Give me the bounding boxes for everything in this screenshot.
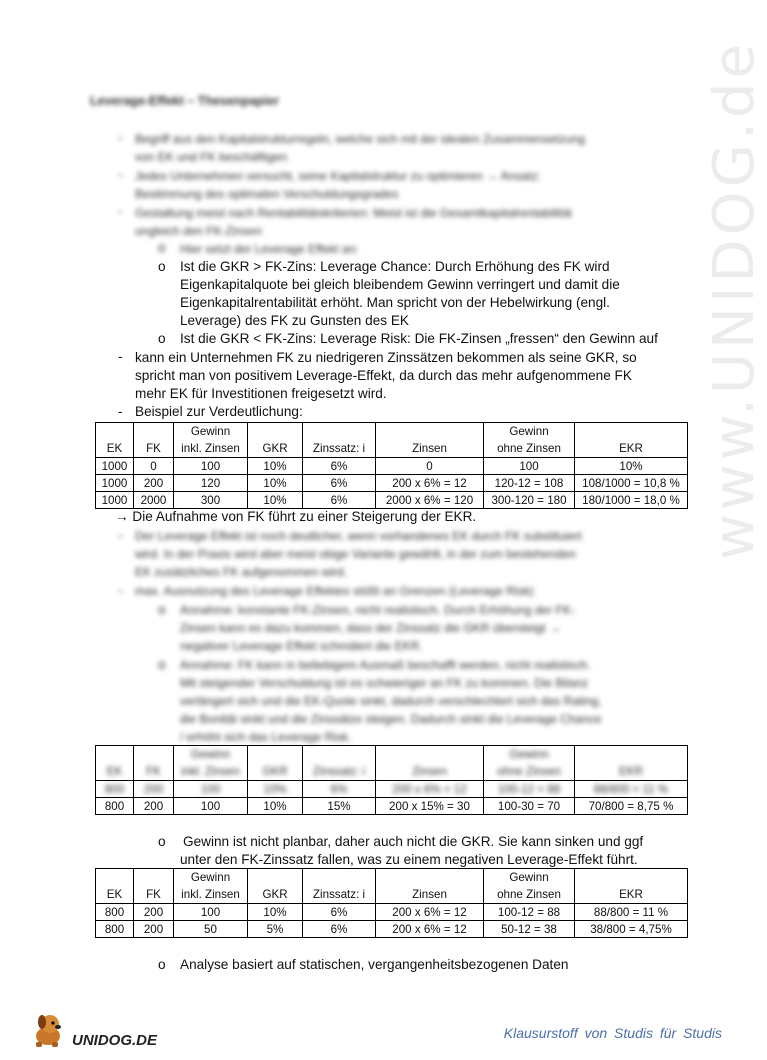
header-cell: EKR [575, 746, 688, 781]
table-cell: 0 [376, 458, 484, 475]
blurred-text-line: Gestaltung meist nach Rentabilitätskriterien: Meist ist die Gesamtkapitalrentabilität [135, 206, 572, 220]
header-cell: Zinsen [376, 869, 484, 904]
blurred-text-line: verlängert sich und die EK-Quote sinkt, dadurch verschlechtert sich das Rating, [180, 694, 602, 708]
blurred-text-line: Zinsen kann es dazu kommen, dass der Zinssatz die GKR übersteigt → [180, 621, 561, 635]
header-cell: EKR [575, 869, 688, 904]
table-row [96, 475, 688, 492]
table-cell: 800 [96, 921, 134, 938]
text-line: unter den FK-Zinssatz fallen, was zu einem negativen Leverage-Effekt führt. [180, 852, 638, 867]
dash-bullet: - [118, 349, 123, 364]
table-cell: 10% [248, 781, 303, 798]
circle-bullet: o [158, 240, 166, 255]
table-cell: 200 [134, 904, 174, 921]
blurred-text-line: Mit steigender Verschuldung ist es schwieriger an FK zu kommen. Die Bilanz [180, 676, 589, 690]
blurred-text-line: Annahme: konstante FK-Zinsen, nicht realistisch. Durch Erhöhung der FK- [180, 603, 575, 617]
table-cell: 10% [248, 475, 303, 492]
logo-text: UNIDOG.DE [72, 1032, 158, 1049]
table-cell: 10% [248, 492, 303, 509]
text-line: Leverage) des FK zu Gunsten des EK [180, 313, 409, 328]
header-cell: EKR [575, 423, 688, 458]
header-cell: Gewinn inkl. Zinsen [174, 869, 248, 904]
table-cell: 108/1000 = 10,8 % [575, 475, 688, 492]
blurred-header-row [96, 746, 688, 781]
table-cell: 200 x 6% = 12 [376, 921, 484, 938]
table-cell: 800 [96, 904, 134, 921]
dog-mascot-icon [28, 1010, 72, 1050]
text-line: Beispiel zur Verdeutlichung: [135, 404, 303, 419]
table-row [96, 781, 688, 798]
header-cell: FK [134, 423, 174, 458]
table-cell: 1000 [96, 458, 134, 475]
table-row [96, 798, 688, 815]
header-cell: FK [134, 746, 174, 781]
dash-bullet: - [118, 204, 123, 219]
circle-bullet: o [158, 957, 166, 972]
table-cell: 200 [134, 921, 174, 938]
blurred-text-line: Annahme: FK kann in beliebigem Ausmaß beschafft werden, nicht realistisch. [180, 658, 591, 672]
table-cell: 2000 x 6% = 120 [376, 492, 484, 509]
table-cell: 100-30 = 70 [484, 798, 575, 815]
table-cell: 300-120 = 180 [484, 492, 575, 509]
blurred-text-line: / erhöht sich das Leverage Risk. [180, 730, 352, 744]
text-line: kann ein Unternehmen FK zu niedrigeren Zinssätzen bekommen als seine GKR, so [135, 350, 637, 365]
table-cell: 2000 [134, 492, 174, 509]
header-cell: GKR [248, 869, 303, 904]
header-cell: Gewinn inkl. Zinsen [174, 746, 248, 781]
text-line: Ist die GKR < FK-Zins: Leverage Risk: Die FK-Zinsen „fressen“ den Gewinn auf [180, 331, 658, 346]
dash-bullet: - [118, 404, 123, 419]
table-cell: 100 [484, 458, 575, 475]
header-cell: Zinssatz: i [303, 869, 376, 904]
header-cell: EK [96, 746, 134, 781]
table-cell: 15% [303, 798, 376, 815]
example-table-1 [95, 422, 688, 509]
table-cell: 50-12 = 38 [484, 921, 575, 938]
header-cell: Gewinn ohne Zinsen [484, 746, 575, 781]
table-cell: 6% [303, 475, 376, 492]
blurred-text-line: Begriff aus den Kapitalstrukturregeln, welche sich mit der idealen Zusammensetzung [135, 132, 586, 146]
table-cell: 6% [303, 781, 376, 798]
blurred-text-line: Jedes Unternehmen versucht, seine Kapitalstruktur zu optimieren → Ansatz: [135, 169, 541, 183]
blurred-text-line: wird. In der Praxis wird aber meist obige Variante gewählt, in der zum bestehenden [135, 547, 576, 561]
blurred-text-line: negativer Leverage Effekt schmälert die EKR. [180, 639, 423, 653]
text-line: Eigenkapitalrentabilität erhöht. Man spricht von der Hebelwirkung (engl. [180, 295, 610, 310]
dash-bullet: - [118, 167, 123, 182]
table-cell: 800 [96, 798, 134, 815]
table-cell: 10% [248, 798, 303, 815]
header-cell: Zinssatz: i [303, 423, 376, 458]
table-cell: 10% [248, 904, 303, 921]
blurred-text-line: ungleich den FK-Zinsen [135, 224, 262, 238]
circle-bullet: o [158, 259, 166, 274]
table-cell: 200 [134, 798, 174, 815]
blurred-text-line: Bestimmung des optimalen Verschuldungsgrades [135, 187, 399, 201]
table-cell: 10% [575, 458, 688, 475]
document-heading: Leverage-Effekt – Thesenpapier [90, 94, 279, 108]
dash-bullet: - [118, 528, 123, 543]
table-row [96, 921, 688, 938]
conclusion-line: → Die Aufnahme von FK führt zu einer Steigerung der EKR. [115, 509, 477, 524]
circle-bullet: o [158, 834, 166, 849]
text-line: Eigenkapitalquote bei gleich bleibendem Gewinn verringert und damit die [180, 277, 620, 292]
table-cell: 50 [174, 921, 248, 938]
dash-bullet: - [118, 130, 123, 145]
blurred-text-line: Der Leverage Effekt ist noch deutlicher, wenn vorhandenes EK durch FK substituiert [135, 529, 582, 543]
unidog-logo [28, 1010, 158, 1055]
table-row [96, 904, 688, 921]
table-cell: 1000 [96, 492, 134, 509]
table-cell: 180/1000 = 18,0 % [575, 492, 688, 509]
table-cell: 200 x 6% = 12 [376, 475, 484, 492]
header-cell: FK [134, 869, 174, 904]
header-cell: Gewinn ohne Zinsen [484, 869, 575, 904]
table-cell: 200 x 15% = 30 [376, 798, 484, 815]
table-cell: 6% [303, 458, 376, 475]
table-cell: 120-12 = 108 [484, 475, 575, 492]
text-line: spricht man von positivem Leverage-Effekt, da durch das mehr aufgenommene FK [135, 368, 632, 383]
table-row [96, 458, 688, 475]
table-cell: 5% [248, 921, 303, 938]
table-cell: 100-12 = 88 [484, 904, 575, 921]
example-table-2 [95, 745, 688, 815]
blurred-text-line: von EK und FK beschäftigen [135, 150, 288, 164]
table-cell: 200 x 6% = 12 [376, 781, 484, 798]
blurred-text-line: die Bonität sinkt und die Zinssätze steigen. Dadurch sinkt die Leverage Chance [180, 712, 602, 726]
table-cell: 88/800 = 11 % [575, 781, 688, 798]
table-cell: 100 [174, 904, 248, 921]
blurred-text-line: Hier setzt der Leverage Effekt an: [180, 242, 359, 256]
text-line: mehr EK für Investitionen freigesetzt wird. [135, 386, 387, 401]
table-cell: 200 [134, 475, 174, 492]
table-cell: 100 [174, 798, 248, 815]
table-cell: 200 [134, 781, 174, 798]
blurred-text-line: max. Ausnutzung des Leverage Effektes stößt an Grenzen (Leverage Risk) [135, 584, 534, 598]
table-cell: 6% [303, 921, 376, 938]
header-cell: Zinssatz: i [303, 746, 376, 781]
table-cell: 6% [303, 904, 376, 921]
table-cell: 1000 [96, 475, 134, 492]
header-cell: Gewinn inkl. Zinsen [174, 423, 248, 458]
table-cell: 10% [248, 458, 303, 475]
dash-bullet: - [118, 583, 123, 598]
table-cell: 120 [174, 475, 248, 492]
text-line: Ist die GKR > FK-Zins: Leverage Chance: Durch Erhöhung des FK wird [180, 259, 610, 274]
table-cell: 300 [174, 492, 248, 509]
footer-tagline: Klausurstoff von Studis für Studis [503, 1025, 722, 1041]
table-cell: 6% [303, 492, 376, 509]
table-cell: 800 [96, 781, 134, 798]
circle-bullet: o [158, 657, 166, 672]
header-cell: Gewinn ohne Zinsen [484, 423, 575, 458]
watermark: www.UNIDOG.de [702, 40, 767, 560]
blurred-text-line: EK zusätzliches FK aufgenommen wird. [135, 565, 348, 579]
table-cell: 88/800 = 11 % [575, 904, 688, 921]
table-cell: 0 [134, 458, 174, 475]
table-cell: 38/800 = 4,75% [575, 921, 688, 938]
header-cell: GKR [248, 746, 303, 781]
header-cell: Zinsen [376, 423, 484, 458]
circle-bullet: o [158, 602, 166, 617]
table-cell: 100-12 = 88 [484, 781, 575, 798]
example-table-3 [95, 868, 688, 938]
text-line: Gewinn ist nicht planbar, daher auch nicht die GKR. Sie kann sinken und ggf [183, 834, 644, 849]
table-cell: 100 [174, 781, 248, 798]
table-cell: 100 [174, 458, 248, 475]
header-cell: GKR [248, 423, 303, 458]
table-cell: 200 x 6% = 12 [376, 904, 484, 921]
circle-bullet: o [158, 331, 166, 346]
table-cell: 70/800 = 8,75 % [575, 798, 688, 815]
header-cell: Zinsen [376, 746, 484, 781]
table-row [96, 492, 688, 509]
header-cell: EK [96, 423, 134, 458]
text-line: Analyse basiert auf statischen, vergangenheitsbezogenen Daten [180, 957, 569, 972]
header-cell: EK [96, 869, 134, 904]
